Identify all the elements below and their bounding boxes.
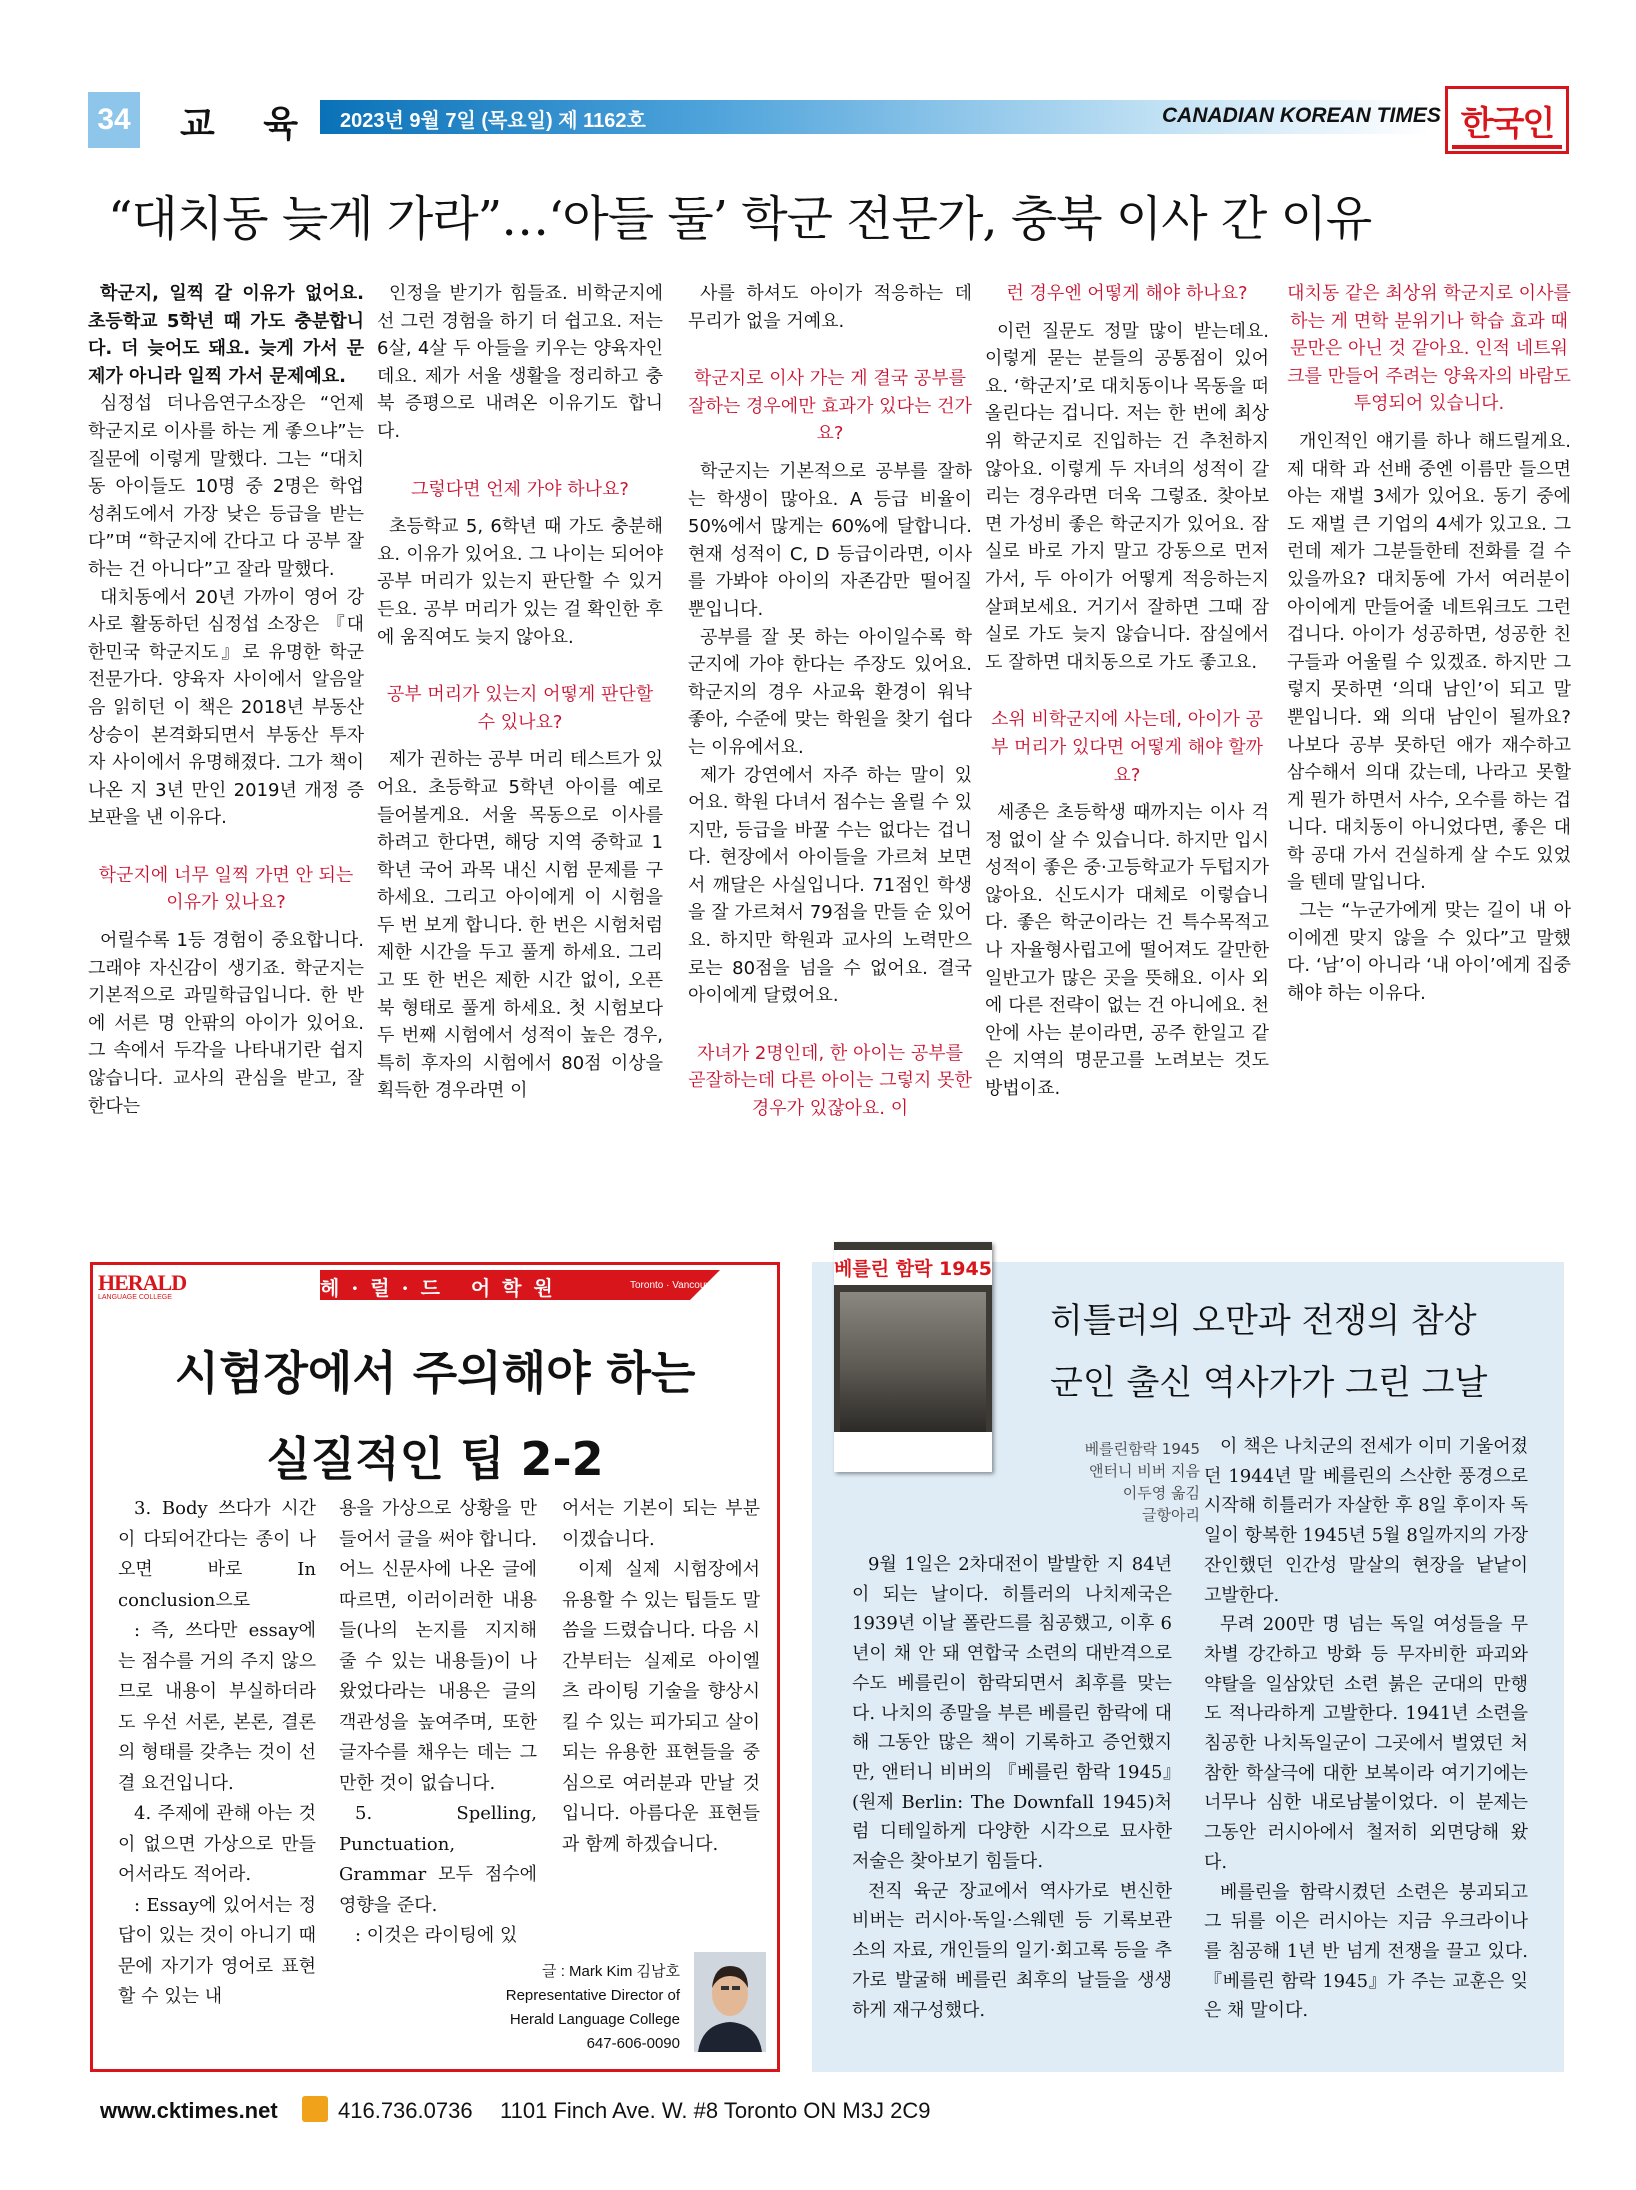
article-column-4: [985, 280, 1269, 1103]
interview-question: 소위 비학군지에 사는데, 아이가 공부 머리가 있다면 어떻게 해야 할까요?: [990, 709, 1264, 786]
credit-line: Representative Director of: [505, 1987, 680, 2004]
paragraph: 개인적인 얘기를 하나 해드릴게요. 제 대학 과 선배 중엔 이름만 들으면 아는 재벌 3세가 있어요. 동기 중에도 재벌 큰 기업의 4세가 있고요. 그런데 제가 그분들한테 전화를 걸 수 있을까요? 대치동에 가서 여러분이 아이에게 만들어줄 네트워크도 그런 겁니다. 아이가 성공하면, 성공한 친구들과 어울릴 수 있겠죠. 하지만 그렇지 못하면 ‘의대 남인’이 되고 말 뿐입니다. 왜 의대 남인이 될까요? 나보다 공부 못하던 애가 재수하고 삼수해서 의대 갔는데, 나라고 못할 게 뭔가 하면서 사수, 오수를 하는 겁니다. 대치동이 아니었다면, 좋은 대학 공대 가서 건실하게 살 수도 있었을 텐데 말입니다.: [1287, 430, 1571, 894]
book-column-2: [1204, 1432, 1528, 2026]
ad-logo: [98, 1270, 186, 1301]
book-info-line: 이두영 옮김: [1122, 1484, 1200, 1502]
ad-title: [90, 1330, 780, 1502]
book-title-line: 히틀러의 오만과 전쟁의 참상: [1050, 1301, 1477, 1341]
paragraph: 제가 권하는 공부 머리 테스트가 있어요. 초등학교 5학년 아이를 예로 들어볼게요. 서울 목동으로 이사를 하려고 한다면, 해당 지역 중학교 1학년 국어 과목 내신 시험 문제를 구하세요. 그리고 아이에게 이 시험을 두 번 보게 합니다. 한 번은 시험처럼 제한 시간을 두고 풀게 하세요. 그리고 또 한 번은 제한 시간 없이, 오픈 북 형태로 풀게 하세요. 첫 시험보다 두 번째 시험에서 성적이 높은 경우, 특히 후자의 시험에서 80점 이상을 획득한 경우라면 이: [377, 749, 663, 1102]
book-review-title: [1050, 1290, 1550, 1414]
issue-date: 2023년 9월 7일 (목요일) 제 1162호: [340, 110, 646, 132]
book-cover-photo: [840, 1292, 986, 1432]
paragraph: : Essay에 있어서는 정답이 있는 것이 아니기 때문에 자기가 영어로 표현할 수 있는 내: [118, 1894, 316, 2007]
paragraph: 3. Body 쓰다가 시간이 다되어간다는 종이 나오면 바로 In conclusion으로: [118, 1498, 316, 1611]
credit-line: 647-606-0090: [586, 2035, 680, 2052]
ad-title-line: 시험장에서 주의해야 하는: [174, 1346, 696, 1400]
interview-question: 공부 머리가 있는지 어떻게 판단할 수 있나요?: [386, 684, 654, 733]
paragraph: 인정을 받기가 힘들죠. 비학군지에선 그런 경험을 하기 더 쉽고요. 저는 6살, 4살 두 아들을 키우는 양육자인데요. 제가 서울 생활을 정리하고 충북 증평으로 내려온 이유기도 합니다.: [377, 283, 663, 442]
book-cover: [834, 1242, 992, 1472]
interview-question: 그렇다면 언제 가야 하나요?: [411, 478, 629, 500]
paragraph: 세종은 초등학생 때까지는 이사 걱정 없이 살 수 있습니다. 하지만 입시 성적이 좋은 중·고등학교가 두텁지가 않아요. 신도시가 대체로 이렇습니다. 좋은 학군이라는 건 특수목적고나 자율형사립고에 떨어져도 갈만한 일반고가 많은 곳을 뜻해요. 이사 외에 다른 전략이 없는 건 아니에요. 천안에 사는 분이라면, 공주 한일고 같은 지역의 명문고를 노려보는 것도 방법이죠.: [985, 802, 1269, 1100]
author-photo: [694, 1952, 766, 2052]
credit-line: Herald Language College: [509, 2011, 680, 2028]
paragraph: 학군지는 기본적으로 공부를 잘하는 학생이 많아요. A 등급 비율이 50%에서 많게는 60%에 달합니다. 현재 성적이 C, D 등급이라면, 이사를 가봐야 아이의 자존감만 떨어질 뿐입니다.: [688, 460, 972, 620]
author-credit: [440, 1960, 680, 2056]
ad-name: 헤·럴·드 어학원: [320, 1276, 565, 1300]
interview-question: 학군지로 이사 가는 게 결국 공부를 잘하는 경우에만 효과가 있다는 건가요?: [688, 368, 972, 445]
book-info-line: 베를린함락 1945: [1084, 1440, 1200, 1458]
paragraph: 이 책은 나치군의 전세가 이미 기울어졌던 1944년 말 베를린의 스산한 풍경으로 시작해 히틀러가 자살한 후 8일 후이자 독일이 항복한 1945년 5월 8일까지의 가장 잔인했던 인간성 말살의 현장을 낱낱이 고발한다.: [1204, 1436, 1528, 1606]
phone-icon: [302, 2096, 328, 2122]
paragraph: 베를린을 함락시켰던 소련은 붕괴되고 그 뒤를 이은 러시아는 지금 우크라이나를 침공해 1년 반 넘게 전쟁을 끌고 있다. 『베를린 함락 1945』가 주는 교훈은 잊은 채 말이다.: [1204, 1881, 1528, 2022]
article-column-5: [1287, 280, 1571, 1007]
book-title-line: 군인 출신 역사가가 그린 그날: [1050, 1363, 1488, 1403]
paragraph: 제가 강연에서 자주 하는 말이 있어요. 학원 다녀서 점수는 올릴 수 있지만, 등급을 바꿀 수는 없다는 겁니다. 현장에서 아이들을 가르쳐 보면서 깨달은 사실입니다. 71점인 학생을 잘 가르쳐서 79점을 만들 순 있어요. 하지만 학원과 교사의 노력만으로는 80점을 넘을 수 없어요. 결국 아이에게 달렸어요.: [688, 764, 972, 1007]
footer-address: 1101 Finch Ave. W. #8 Toronto ON M3J 2C9: [500, 2098, 931, 2123]
footer-website[interactable]: www.cktimes.net: [100, 2098, 278, 2123]
paragraph: 5. Spelling, Punctuation, Grammar 모두 점수에 영향을 준다.: [339, 1803, 537, 1916]
paragraph: 공부를 잘 못 하는 아이일수록 학군지에 가야 한다는 주장도 있어요. 학군지의 경우 사교육 환경이 워낙 좋아, 수준에 맞는 학원을 찾기 쉽다는 이유에서요.: [688, 626, 972, 758]
ad-column-3: [562, 1494, 760, 1860]
interview-question: 자녀가 2명인데, 한 아이는 공부를 곧잘하는데 다른 아이는 그렇지 못한 경우가 있잖아요. 이: [688, 1042, 972, 1120]
interview-question: 대치동 같은 최상위 학군지로 이사를 하는 게 면학 분위기나 학습 효과 때문만은 아닌 것 같아요. 인적 네트워크를 만들어 주려는 양육자의 바람도 투영되어 있습니다.: [1287, 283, 1571, 415]
author-portrait: [694, 1952, 766, 2052]
book-cover-bottom: [834, 1432, 992, 1472]
ad-logo-sub: LANGUAGE COLLEGE: [98, 1294, 172, 1301]
paragraph: : 즉, 쓰다만 essay에는 점수를 거의 주지 않으므로 내용이 부실하더라도 우선 서론, 본론, 결론의 형태를 갖추는 것이 선결 요건입니다.: [118, 1620, 316, 1794]
ad-title-line: 실질적인 팁 2-2: [266, 1432, 604, 1486]
paragraph: 4. 주제에 관해 아는 것이 없으면 가상으로 만들어서라도 적어라.: [118, 1803, 316, 1885]
paragraph: 이런 질문도 정말 많이 받는데요. 이렇게 묻는 분들의 공통점이 있어요. ‘학군지’로 대치동이나 목동을 떠올린다는 겁니다. 저는 한 번에 최상위 학군지로 진입하는 건 추천하지 않아요. 이렇게 두 자녀의 성적이 갈리는 경우라면 더욱 그렇죠. 찾아보면 가성비 좋은 학군지가 있어요. 잠실로 바로 가지 말고 강동으로 먼저 가서, 두 아이가 어떻게 적응하는지 살펴보세요. 거기서 잘하면 그때 잠실로 가도 늦지 않습니다. 잠실에서도 잘하면 대치동으로 가도 좋고요.: [985, 320, 1269, 673]
paragraph: 초등학교 5, 6학년 때 가도 충분해요. 이유가 있어요. 그 나이는 되어야 공부 머리가 있는지 판단할 수 있거든요. 공부 머리가 있는 걸 확인한 후에 움직여도 늦지 않아요.: [377, 516, 663, 648]
headline: “대치동 늦게 가라”…‘아들 둘’ 학군 전문가, 충북 이사 간 이유: [108, 191, 1372, 247]
interview-question: 런 경우엔 어떻게 해야 하나요?: [1006, 283, 1248, 304]
paper-name: CANADIAN KOREAN TIMES: [1162, 104, 1441, 127]
ad-logo-text: HERALD: [98, 1270, 187, 1295]
paragraph: 대치동에서 20년 가까이 영어 강사로 활동하던 심정섭 소장은 『대한민국 학군지도』로 유명한 학군 전문가다. 양육자 사이에서 알음알음 읽히던 이 책은 2018년 부동산 상승이 본격화되면서 부동산 투자자 사이에서 유명해졌다. 그가 책이 나온 지 3년 만인 2019년 개정 증보판을 낸 이유다.: [88, 586, 364, 829]
paragraph: 어서는 기본이 되는 부분이겠습니다.: [562, 1498, 760, 1550]
article-column-3: [688, 280, 972, 1133]
logo-underline: [1452, 145, 1562, 149]
paragraph: 9월 1일은 2차대전이 발발한 지 84년이 되는 날이다. 히틀러의 나치제국은 1939년 이날 폴란드를 침공했고, 이후 6년이 채 안 돼 연합국 소련의 대반격으로 수도 베를린이 함락되면서 최후를 맞는다. 나치의 종말을 부른 베를린 함락에 대해 그동안 많은 책이 기록하고 증언했지만, 앤터니 비버의 『베를린 함락 1945』(원제 Berlin: The Downfall 1945)처럼 디테일하게 다양한 시각으로 묘사한 저술은 찾아보기 힘들다.: [852, 1554, 1172, 1873]
book-column-1: [852, 1550, 1172, 2025]
interview-question: 학군지에 너무 일찍 가면 안 되는 이유가 있나요?: [98, 864, 354, 914]
book-info-line: 글항아리: [1142, 1506, 1200, 1524]
article-column-1: [88, 280, 364, 1120]
paragraph: : 이것은 라이팅에 있: [355, 1925, 518, 1946]
paragraph: 무려 200만 명 넘는 독일 여성들을 무차별 강간하고 방화 등 무자비한 파괴와 약탈을 일삼았던 소련 붉은 군대의 만행도 적나라하게 고발한다. 1941년 소련을 침공한 나치독일군이 그곳에서 벌였던 처참한 학살극에 대한 보복이라 여기기에는 너무나 심한 내로남불이었다. 이 분제는 그동안 러시아에서 철저히 외면당해 왔다.: [1204, 1614, 1528, 1873]
paragraph: 전직 육군 장교에서 역사가로 변신한 비버는 러시아·독일·스웨덴 등 기록보관소의 자료, 개인들의 일기·회고록 등을 추가로 발굴해 베를린 최후의 날들을 생생하게 재구성했다.: [852, 1880, 1172, 2021]
book-cover-title: 베를린 함락 1945: [834, 1250, 992, 1285]
ad-cities: Toronto · Vancouver · Coquitlam: [630, 1280, 774, 1291]
paragraph: 어릴수록 1등 경험이 중요합니다. 그래야 자신감이 생기죠. 학군지는 기본적으로 과밀학급입니다. 한 반에 서른 명 안팎의 아이가 있어요. 그 속에서 두각을 나타내기란 쉽지 않습니다. 교사의 관심을 받고, 잘한다는: [88, 930, 364, 1117]
logo-text: 한국인: [1460, 103, 1554, 144]
page-number: 34: [88, 92, 140, 148]
paragraph: 심정섭 더나음연구소장은 “언제 학군지로 이사를 하는 게 좋으냐”는 질문에 이렇게 말했다. 그는 “대치동 아이들도 10명 중 2명은 학업 성취도에서 가장 낮은 등급을 받는다”며 “학군지에 간다고 다 공부 잘하는 건 아니다”고 잘라 말했다.: [88, 393, 364, 580]
book-info: [1058, 1438, 1200, 1526]
ad-column-1: [118, 1494, 316, 2013]
section-title: 교 육: [180, 104, 317, 145]
paragraph: 그는 “누군가에게 맞는 길이 내 아이에겐 맞지 않을 수 있다”고 말했다. ‘남’이 아니라 ‘내 아이’에게 집중해야 하는 이유다.: [1287, 900, 1571, 1004]
footer-phone: 416.736.0736: [338, 2098, 473, 2123]
paper-logo: [1445, 86, 1569, 154]
paragraph: 용을 가상으로 상황을 만들어서 글을 써야 합니다. 어느 신문사에 나온 글에 따르면, 이러이러한 내용들(나의 논지를 지지해 줄 수 있는 내용들)이 나왔었다라는 내용은 글의 객관성을 높여주며, 또한 글자수를 채우는 데는 그만한 것이 없습니다.: [339, 1498, 537, 1794]
ad-column-2: [339, 1494, 537, 1952]
book-info-line: 앤터니 비버 지음: [1089, 1462, 1200, 1480]
paragraph: 사를 하셔도 아이가 적응하는 데 무리가 없을 거예요.: [688, 283, 972, 332]
paragraph: 이제 실제 시험장에서 유용할 수 있는 팁들도 말씀을 드렸습니다. 다음 시간부터는 실제로 아이엘츠 라이팅 기술을 향상시킬 수 있는 피가되고 살이 되는 유용한 표현들을 중심으로 여러분과 만날 것 입니다. 아름다운 표현들과 함께 하겠습니다.: [562, 1559, 760, 1855]
credit-line: 글 : Mark Kim 김남호: [542, 1963, 680, 1980]
article-column-2: [377, 280, 663, 1105]
article-lead: 학군지, 일찍 갈 이유가 없어요. 초등학교 5학년 때 가도 충분합니다. 더 늦어도 돼요. 늦게 가서 문제가 아니라 일찍 가서 문제예요.: [88, 283, 364, 387]
